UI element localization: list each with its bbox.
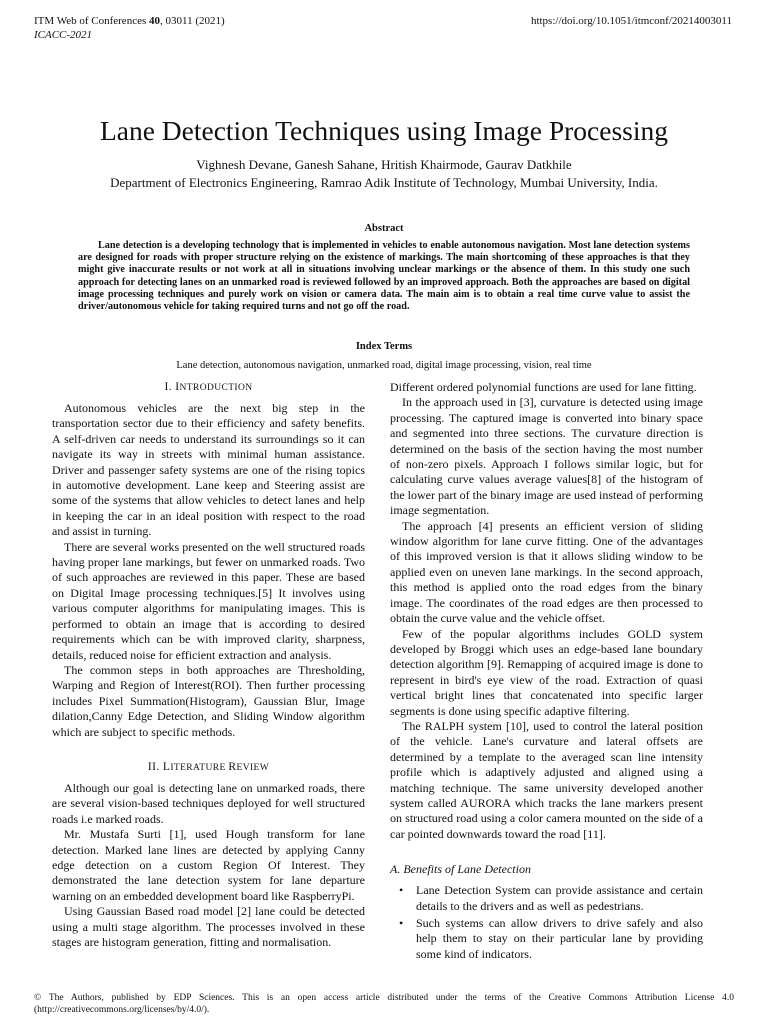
right-column — [390, 380, 703, 964]
paragraph: In the approach used in [3], curvature is detected using image processing. The captured image is converted into binary space and segmented into three sections. The curvature direction is determined on the basis of the section having the most number of non-zero pixels. Approach I follows similar logic, but for calculating curve values average values[8] of the histogram of the lower part of the binary image are used instead of performing image segmentation. — [390, 395, 703, 518]
paragraph: The RALPH system [10], used to control the lateral position of the vehicle. Lane's curvature and lateral offsets are determined by a template to the averaged scan line intensity profile which is adaptively adjusted and aligned using a matching technique. The same university developed another system called AURORA which tracks the lane markers present on structured road using a color camera mounted on the side of a car pointed downwards toward the road [11]. — [390, 718, 703, 841]
subsection-heading-benefits: A. Benefits of Lane Detection — [390, 862, 531, 877]
section-heading-introduction — [52, 380, 365, 395]
list-item-text: Lane Detection System can provide assistance and certain details to the drivers and as well as pedestrians. — [416, 883, 703, 913]
paragraph: The approach [4] presents an efficient version of sliding window algorithm for lane curve fitting. One of the advantages of this improved version is that it allows sliding window to be applied even on uneven lane markings. In the second approach, this method is applied onto the road edges from the binary image. The coordinates of the road edges are then processed to obtain the curve value and the vehicle offset. — [390, 518, 703, 626]
paragraph: Although our goal is detecting lane on unmarked roads, there are several vision-based techniques deployed for well structured roads i.e marked roads. — [52, 780, 365, 826]
author-list: Vighnesh Devane, Ganesh Sahane, Hritish Khairmode, Gaurav Datkhile — [196, 157, 572, 172]
paragraph: Autonomous vehicles are the next big step in the transportation sector due to their efficiency and safety benefits. A self-driven car needs to understand its surroundings so it can navigate its way in streets with minimal human assistance. Driver and passenger safety systems are one of the rising topics in automotive development. Lane keep and Steering assist are some of the systems that allow vehicles to detect lanes and help in keeping the car in an ideal position with respect to the road and assist in turning. — [52, 401, 365, 539]
conference-citation — [34, 14, 225, 28]
section-heading-literature-review — [52, 760, 365, 775]
section-initial: L — [162, 760, 171, 773]
list-item — [399, 916, 703, 962]
paragraph: Mr. Mustafa Surti [1], used Hough transform for lane detection. Marked lane lines are detected by applying Canny edge detection on a custom Region Of Interest. They demonstrated the lane detection system for lane departure warning on an embedded development board like RaspberryPi. — [52, 827, 365, 903]
conference-volume: 40 — [148, 15, 160, 27]
running-header-left — [34, 14, 225, 42]
list-item-text: Such systems can allow drivers to drive safely and also help them to stay on their particular lane by providing some kind of indicators. — [416, 916, 703, 961]
abstract-heading: Abstract — [364, 223, 404, 234]
index-terms-text: Lane detection, autonomous navigation, unmarked road, digital image processing, vision, real time — [176, 360, 592, 371]
author-affiliation: Department of Electronics Engineering, Ramrao Adik Institute of Technology, Mumbai University, India. — [110, 175, 658, 190]
paragraph: The common steps in both approaches are Thresholding, Warping and Region of Interest(ROI). Then further processing includes Pixel Summation(Histogram), Gaussian Blur, Image dilation,Canny Edge Detection, and Sliding Window algorithm which are subject to specific methods. — [52, 662, 365, 739]
bullet-icon: • — [399, 883, 404, 898]
abstract-text: Lane detection is a developing technology that is implemented in vehicles to enable autonomous navigation. Most lane detection systems are designed for roads with proper structure relying on the existence of markings. The main shortcoming of these approaches is that they might give inaccurate results or not work at all in situations involving unclear markings or the absence of them. In this study one such approach for detecting lanes on an unmarked road is reviewed followed by an improved approach. Both the approaches are based on digital image processing techniques and purely work on vision or camera data. The main aim is to obtain a real time curve value to assist the driver/autonomous vehicle for taking required turns and not go off the road. — [78, 240, 690, 313]
section-title-rest: ITERATURE — [170, 762, 229, 773]
paragraph: There are several works presented on the well structured roads having proper lane markings, but fewer on unmarked roads. Two of such approaches are reviewed in this paper. These are based on Digital Image processing techniques.[5] It involves using various computer algorithms for manipulating images. This is performed to obtain an image that is according to desired requirements which can be with improved clarity, sharpness, details, reduced noise for efficient extraction and analysis. — [52, 539, 365, 662]
benefits-list — [390, 883, 703, 962]
index-terms-heading: Index Terms — [355, 341, 413, 352]
section-initial: I — [175, 381, 180, 393]
conference-acronym: ICACC-2021 — [34, 29, 93, 41]
section-number: II. — [147, 760, 163, 773]
list-item — [399, 883, 703, 914]
paper-title: Lane Detection Techniques using Image Processing — [99, 115, 669, 146]
paragraph-continuation: Different ordered polynomial functions are used for lane fitting. — [390, 380, 697, 394]
section-title-rest: NTRODUCTION — [179, 383, 253, 393]
left-column — [52, 380, 365, 950]
doi-link[interactable]: https://doi.org/10.1051/itmconf/20214003011 — [530, 15, 732, 27]
section-title-rest: EVIEW — [236, 762, 270, 773]
conference-article-number: , 03011 (2021) — [159, 15, 225, 27]
paragraph: Few of the popular algorithms includes GOLD system developed by Broggi which uses an edge-based lane boundary detection algorithm [9]. Remapping of acquired image is done to represent in bird's eye view of the road. Extraction of quasi vertical bright lines that concatenated into specific larger segments is done using specific adaptive filtering. — [390, 626, 703, 718]
section-initial: R — [228, 760, 237, 773]
license-footer: © The Authors, published by EDP Sciences. This is an open access article distributed under the terms of the Creative Commons Attribution License 4.0 (http://creativecommons.org/licenses/by/4.0/). — [34, 993, 734, 1015]
section-number: I. — [164, 381, 176, 393]
paragraph: Using Gaussian Based road model [2] lane could be detected using a multi stage algorithm. The processes involved in these stages are histogram generation, fitting and normalisation. — [52, 904, 365, 949]
conference-name: ITM Web of Conferences — [34, 15, 149, 27]
bullet-icon: • — [399, 916, 404, 930]
